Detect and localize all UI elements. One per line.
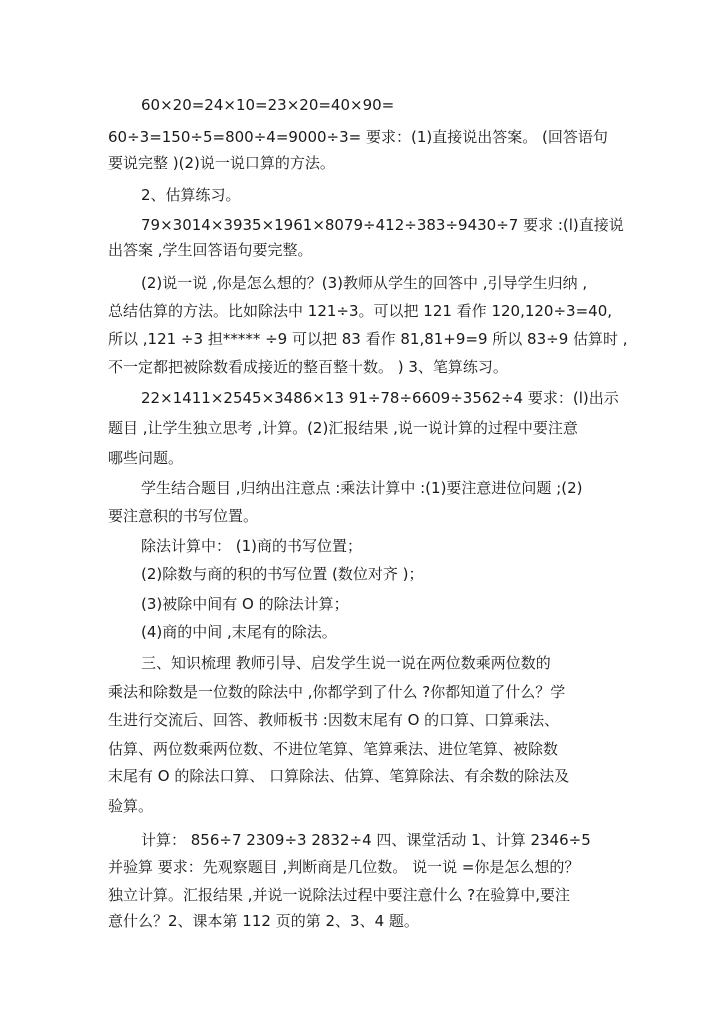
text-line: 要注意积的书写位置。 — [108, 507, 259, 525]
text-line: 不一定都把被除数看成接近的整百整十数。 ) 3、笔算练习。 — [108, 358, 508, 376]
text-line: 独立计算。汇报结果 ,并说一说除法过程中要注意什么 ?在验算中,要注 — [108, 886, 571, 904]
text-line: 哪些问题。 — [108, 449, 184, 467]
text-line: 题目 ,让学生独立思考 ,计算。(2)汇报结果 ,说一说计算的过程中要注意 — [108, 419, 578, 437]
text-line: 生进行交流后、回答、教师板书 :因数末尾有 O 的口算、口算乘法、 — [108, 711, 560, 729]
text-line: (2)说一说 ,你是怎么想的？(3)教师从学生的回答中 ,引导学生归纳 , — [141, 274, 588, 292]
text-line: 学生结合题目 ,归纳出注意点 :乘法计算中 :(1)要注意进位问题 ;(2) — [141, 479, 583, 497]
text-line: 60×20=24×10=23×20=40×90= — [141, 96, 395, 114]
text-line: 乘法和除数是一位数的除法中 ,你都学到了什么 ?你都知道了什么？学 — [108, 683, 566, 701]
text-line: 79×3014×3935×1961×8079÷412÷383÷9430÷7 要求 :(l)直接说 — [141, 216, 624, 234]
text-line: 22×1411×2545×3486×13 91÷78÷6609÷3562÷4 要求：(l)出示 — [141, 389, 619, 407]
text-line: 估算、两位数乘两位数、不进位笔算、笔算乘法、进位笔算、被除数 — [108, 740, 559, 758]
text-line: 2、估算练习。 — [141, 186, 241, 204]
text-line: (3)被除中间有 O 的除法计算； — [141, 595, 349, 613]
text-line: 意什么？2、课本第 112 页的第 2、3、4 题。 — [108, 912, 419, 930]
text-line: (2)除数与商的积的书写位置 (数位对齐 )； — [141, 565, 424, 583]
text-line: 要说完整 )(2)说一说口算的方法。 — [108, 154, 335, 172]
text-line: 所以 ,121 ÷3 担***** ÷9 可以把 83 看作 81,81+9=9 所以 83÷9 估算时 , — [108, 330, 628, 348]
text-line: 计算： 856÷7 2309÷3 2832÷4 四、课堂活动 1、计算 2346÷5 — [141, 831, 591, 849]
text-line: 总结估算的方法。比如除法中 121÷3。可以把 121 看作 120,120÷3=40, — [108, 302, 613, 320]
text-line: 并验算 要求：先观察题目 ,判断商是几位数。 说一说 =你是怎么想的？ — [108, 858, 580, 876]
text-line: 60÷3=150÷5=800÷4=9000÷3= 要求：(1)直接说出答案。 (回答语句 — [108, 128, 608, 146]
text-line: 除法计算中： (1)商的书写位置； — [141, 537, 363, 555]
text-line: 验算。 — [108, 797, 154, 815]
text-line: 出答案 ,学生回答语句要完整。 — [108, 241, 313, 259]
text-line: 末尾有 O 的除法口算、 口算除法、估算、笔算除法、有余数的除法及 — [108, 767, 570, 785]
text-line: 三、知识梳理 教师引导、启发学生说一说在两位数乘两位数的 — [141, 654, 551, 672]
text-line: (4)商的中间 ,末尾有的除法。 — [141, 623, 337, 641]
